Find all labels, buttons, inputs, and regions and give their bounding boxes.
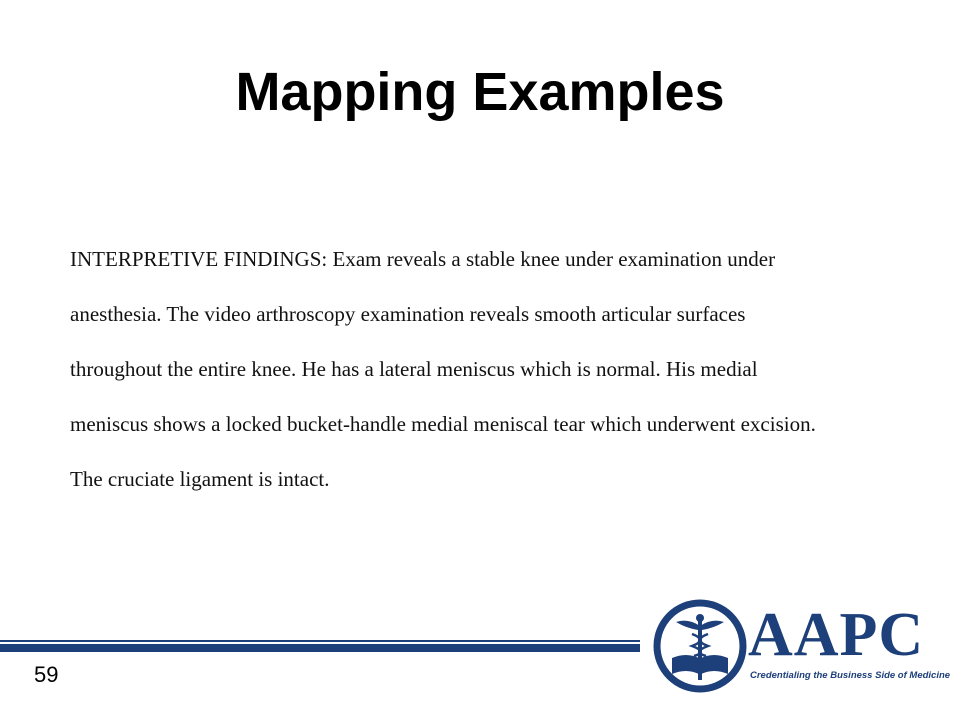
findings-line: throughout the entire knee. He has a lateral meniscus which is normal. His medial [70, 357, 758, 381]
footer-rule-thick [0, 644, 640, 652]
findings-line: meniscus shows a locked bucket-handle medial meniscal tear which underwent excision. [70, 412, 816, 436]
findings-text-block [70, 232, 930, 507]
logo-tagline: Credentialing the Business Side of Medicine [750, 670, 951, 681]
findings-line: anesthesia. The video arthroscopy examination reveals smooth articular surfaces [70, 302, 746, 326]
slide-title: Mapping Examples [235, 62, 725, 122]
aapc-logo [652, 598, 951, 698]
page-number: 59 [34, 662, 59, 687]
findings-line: The cruciate ligament is intact. [70, 467, 330, 491]
logo-wordmark: AAPC [748, 601, 925, 669]
footer-rule-thin [0, 640, 640, 642]
caduceus-book-emblem-icon [652, 598, 748, 694]
findings-line: INTERPRETIVE FINDINGS: Exam reveals a stable knee under examination under [70, 247, 776, 271]
